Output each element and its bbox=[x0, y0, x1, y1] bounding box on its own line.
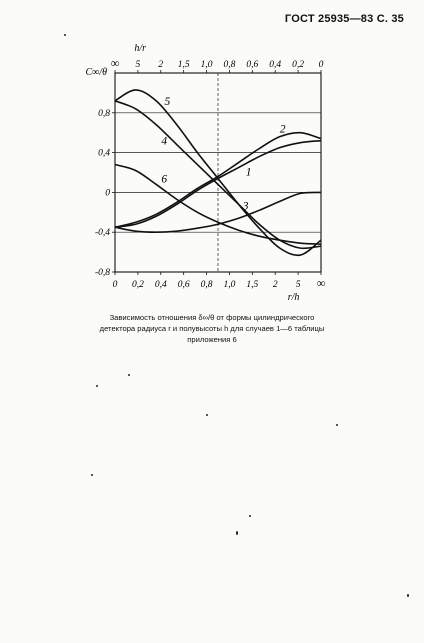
y-tick-label: 0 bbox=[105, 188, 110, 199]
x-bottom-tick-label: ∞ bbox=[316, 276, 326, 290]
scan-speck bbox=[336, 424, 338, 426]
figure-chart bbox=[0, 0, 424, 320]
y-tick-label: -0,4 bbox=[94, 228, 110, 239]
x-bottom-tick-label: 0,4 bbox=[154, 280, 167, 290]
scan-speck bbox=[236, 531, 238, 535]
x-top-tick-label: 0,6 bbox=[246, 60, 259, 70]
scan-speck bbox=[96, 385, 98, 387]
x-bottom-tick-label: 5 bbox=[295, 280, 301, 290]
x-top-tick-label: 0 bbox=[318, 60, 324, 70]
series-label-3: 3 bbox=[242, 200, 249, 213]
x-bottom-axis-label: r/h bbox=[287, 292, 300, 303]
y-axis-label: C∞/θ bbox=[85, 67, 107, 78]
x-bottom-tick-label: 0,2 bbox=[131, 280, 144, 290]
x-top-tick-label: 1,5 bbox=[177, 60, 190, 70]
series-label-2: 2 bbox=[279, 123, 286, 136]
page-header: ГОСТ 25935—83 С. 35 bbox=[284, 13, 404, 25]
x-top-tick-label: 1,0 bbox=[200, 60, 213, 70]
x-top-tick-label: 0,8 bbox=[223, 60, 236, 70]
series-label-6: 6 bbox=[161, 173, 168, 186]
y-tick-label: -0,8 bbox=[94, 268, 110, 278]
caption-line-3: приложения 6 bbox=[187, 335, 237, 344]
x-bottom-tick-label: 1,0 bbox=[223, 280, 236, 290]
series-label-1: 1 bbox=[245, 166, 252, 179]
figure-caption bbox=[62, 312, 362, 345]
caption-line-2: детектора радиуса r и полувысоты h для случаев 1—6 таблицы bbox=[99, 324, 325, 333]
x-top-tick-label: ∞ bbox=[110, 56, 120, 70]
scan-speck bbox=[91, 474, 93, 476]
caption-line-1: Зависимость отношения δ∞/θ от формы цилиндрического bbox=[109, 313, 315, 322]
x-bottom-tick-label: 1,5 bbox=[246, 280, 259, 290]
x-top-tick-label: 5 bbox=[135, 60, 141, 70]
scan-speck bbox=[64, 34, 66, 36]
x-bottom-tick-label: 0 bbox=[112, 280, 118, 290]
scan-speck bbox=[128, 374, 130, 376]
scan-speck bbox=[249, 515, 251, 517]
series-label-4: 4 bbox=[161, 135, 168, 148]
x-bottom-tick-label: 2 bbox=[272, 280, 278, 290]
x-bottom-tick-label: 0,6 bbox=[177, 280, 190, 290]
x-top-tick-label: 0,4 bbox=[269, 60, 282, 70]
scan-speck bbox=[206, 414, 208, 416]
x-bottom-tick-label: 0,8 bbox=[200, 280, 213, 290]
y-tick-label: 0,4 bbox=[98, 148, 110, 159]
x-top-axis-label: h/r bbox=[134, 43, 147, 54]
scan-speck bbox=[407, 594, 409, 597]
y-tick-label: 0,8 bbox=[98, 108, 110, 119]
x-top-tick-label: 2 bbox=[158, 60, 164, 70]
x-top-tick-label: 0,2 bbox=[292, 60, 305, 70]
series-label-5: 5 bbox=[164, 95, 171, 108]
